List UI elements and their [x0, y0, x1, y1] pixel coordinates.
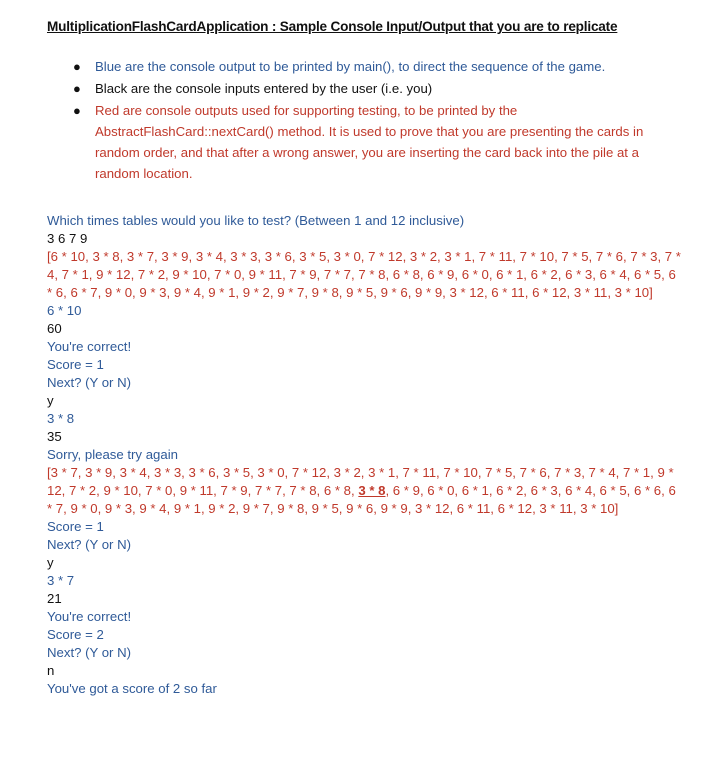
console-output: Which times tables would you like to test? (Between 1 and 12 inclusive) [47, 213, 465, 228]
console-transcript [47, 212, 682, 698]
console-input: 21 [47, 591, 62, 606]
legend-text: Blue are the console output to be printed by main(), to direct the sequence of the game. [95, 59, 606, 74]
console-input: 60 [47, 321, 62, 336]
console-input: y [47, 393, 54, 408]
console-output: Score = 1 [47, 519, 104, 534]
console-output: 3 * 8 [47, 411, 75, 426]
reinserted-card: 3 * 8 [358, 483, 386, 498]
console-output: Score = 1 [47, 357, 104, 372]
console-output: You've got a score of 2 so far [47, 681, 217, 696]
console-output: 6 * 10 [47, 303, 82, 318]
console-input: n [47, 663, 55, 678]
bullet-dot-icon: ● [73, 59, 81, 74]
console-input: 3 6 7 9 [47, 231, 88, 246]
deck-listing: [6 * 10, 3 * 8, 3 * 7, 3 * 9, 3 * 4, 3 * 3, 3 * 6, 3 * 5, 3 * 0, 7 * 12, 3 * 2, 3 * 1, 7 * 11, 7 * 10, 7 * 5, 7 * 6, 7 * 3, 7 * 4, 7 * 1, 9 * 12, 7 * 2, 9 * 10, 7 * 0, 9 * 11, 7 * 9, 7 * 7, 7 * 8, 6 * 8, 6 * 9, 6 * 0, 6 * 1, 6 * 2, 6 * 3, 6 * 4, 6 * 5, 6 * 6, 6 * 7, 9 * 0, 9 * 3, 9 * 4, 9 * 1, 9 * 2, 9 * 7, 9 * 8, 9 * 5, 9 * 6, 9 * 9, 3 * 12, 6 * 11, 6 * 12, 3 * 11, 3 * 10] [47, 249, 681, 300]
console-output: Next? (Y or N) [47, 645, 132, 660]
legend-item-blue [73, 56, 683, 77]
console-output: Next? (Y or N) [47, 375, 132, 390]
console-input: 35 [47, 429, 62, 444]
legend-text: Black are the console inputs entered by the user (i.e. you) [95, 81, 433, 96]
legend-list [73, 56, 683, 184]
deck-text: [3 * 7, 3 * 9, 3 * 4, 3 * 3, 3 * 6, 3 * 5, 3 * 0, 7 * 12, 3 * 2, 3 * 1, 7 * 11, 7 * 10, 7 * 5, 7 * 6, 7 * 3, 7 * 4, 7 * 1, 9 * 12, 7 * 2, 9 * 10, 7 * 0, 9 * 11, 7 * 9, 7 * 7, 7 * 8, 6 * 8, [47, 465, 674, 498]
console-output: Next? (Y or N) [47, 537, 132, 552]
console-output: You're correct! [47, 339, 132, 354]
console-input: y [47, 555, 54, 570]
legend-item-black [73, 78, 683, 99]
console-output: 3 * 7 [47, 573, 75, 588]
legend-text: Red are console outputs used for supporting testing, to be printed by the AbstractFlashCard::nextCard() method. It is used to prove that you are presenting the cards in random order, and that after a wrong answer, you are inserting the card back into the pile at a random location. [95, 103, 644, 181]
console-output: Score = 2 [47, 627, 104, 642]
bullet-dot-icon: ● [73, 103, 81, 118]
deck-text: , 6 * 9, 6 * 0, 6 * 1, 6 * 2, 6 * 3, 6 * 4, 6 * 5, 6 * 6, 6 * 7, 9 * 0, 9 * 3, 9 * 4, 9 * 1, 9 * 2, 9 * 7, 9 * 8, 9 * 5, 9 * 6, 9 * 9, 3 * 12, 6 * 11, 6 * 12, 3 * 11, 3 * 10] [47, 483, 676, 516]
page-title: MultiplicationFlashCardApplication : Sample Console Input/Output that you are to replicate [47, 19, 618, 34]
deck-listing [47, 464, 682, 518]
legend-item-red [73, 100, 683, 184]
console-output: You're correct! [47, 609, 132, 624]
bullet-dot-icon: ● [73, 81, 81, 96]
console-output: Sorry, please try again [47, 447, 178, 462]
